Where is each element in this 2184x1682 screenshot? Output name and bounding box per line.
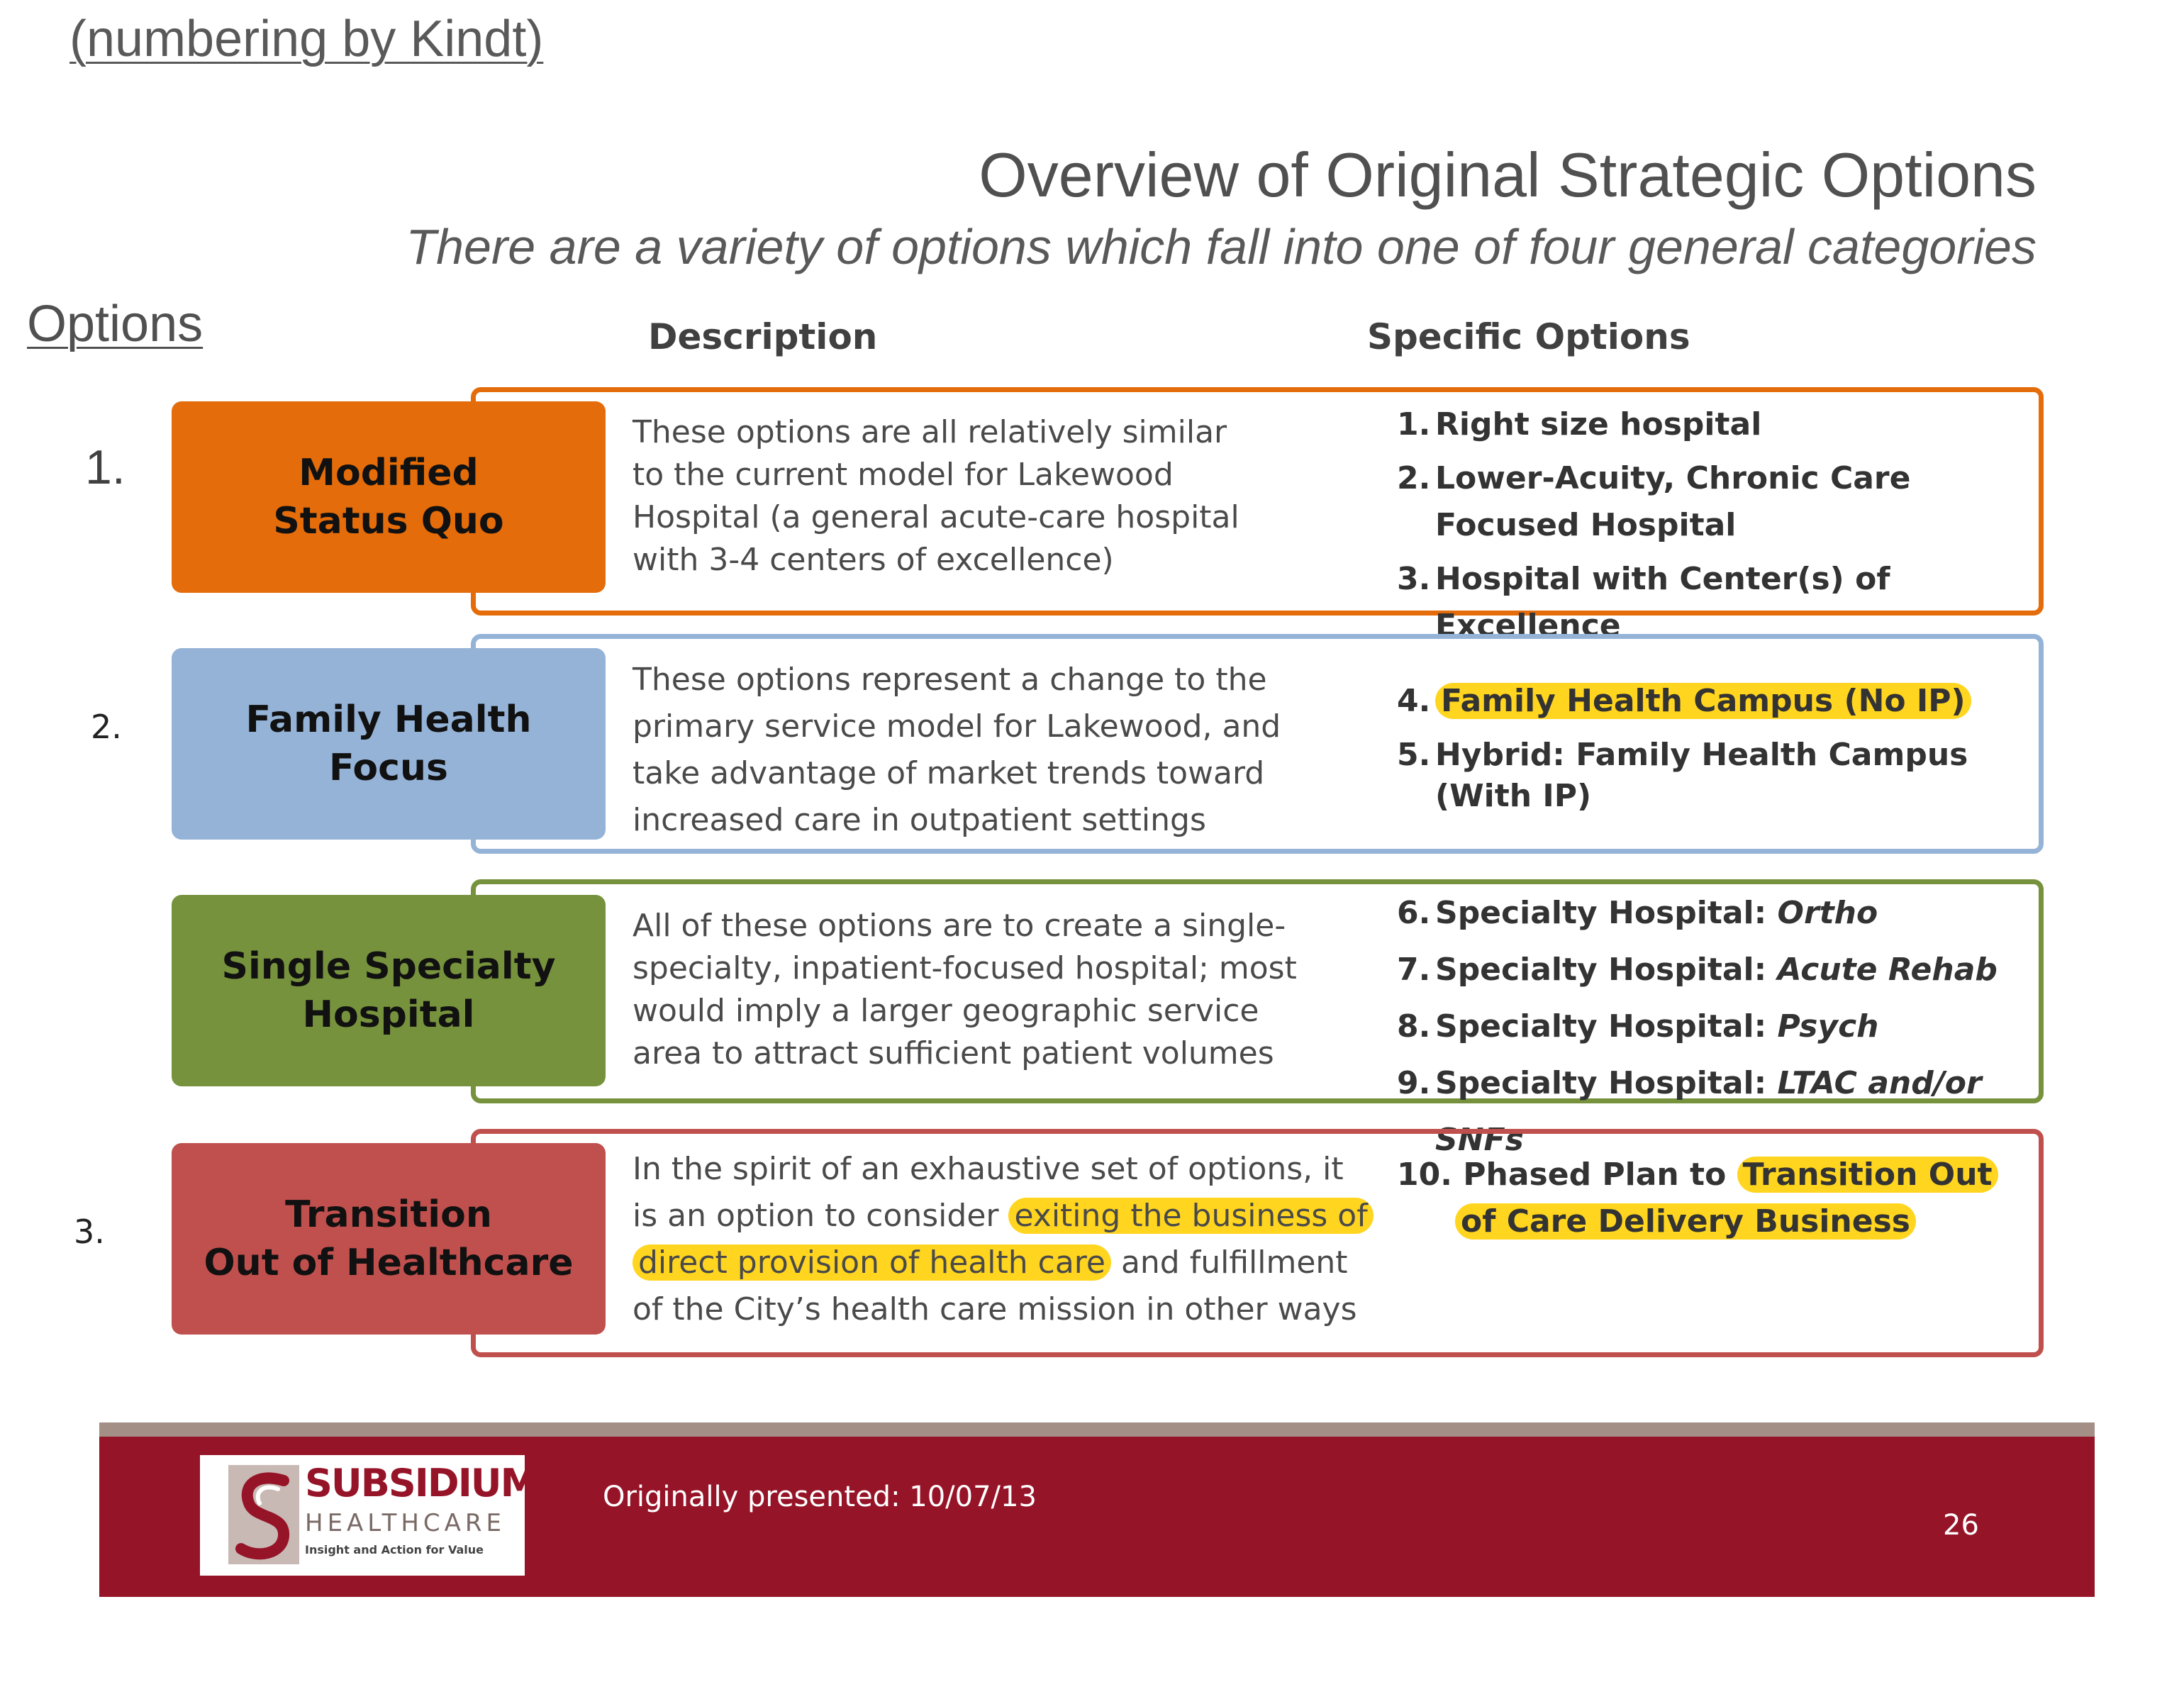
presented-date: Originally presented: 10/07/13 [603, 1481, 1037, 1513]
page-subtitle: There are a variety of options which fall into one of four general categories [406, 219, 2037, 274]
options-list-modified-status-quo [1397, 401, 2035, 650]
list-item: 2. Lower-Acuity, Chronic Care Focused Hospital [1397, 460, 1911, 543]
logo-subtext: HEALTHCARE [305, 1509, 506, 1537]
row-number-3: 3. [74, 1213, 105, 1251]
category-box-family-health-focus [172, 648, 606, 840]
category-label: Single Specialty Hospital [221, 945, 556, 1036]
list-item: 5. Hybrid: Family Health Campus (With IP) [1397, 737, 1968, 814]
annotation-note: (numbering by Kindt) [69, 11, 544, 67]
description-family-health-focus: These options represent a change to the primary service model for Lakewood, and take advantage of market trends toward increased care in outpatient settings [633, 662, 1281, 838]
category-box-single-specialty-hospital [172, 895, 606, 1086]
options-list-single-specialty-hospital [1397, 885, 2035, 1169]
footer-divider [99, 1422, 2095, 1437]
description-transition-out-of-healthcare: In the spirit of an exhaustive set of options, it is an option to consider exiting the business of direct provision of health care and fulfillment of the City’s health care mission in other ways [633, 1146, 1384, 1333]
highlighted-text: exiting the business of [1008, 1198, 1373, 1234]
row-number-1: 1. [85, 440, 126, 494]
page-number: 26 [1943, 1509, 1979, 1542]
page-title: Overview of Original Strategic Options [979, 140, 2037, 210]
list-item: 1. Right size hospital [1397, 406, 1762, 442]
category-label: Family Health Focus [245, 698, 532, 789]
row-number-2: 2. [91, 708, 122, 746]
company-logo [200, 1455, 549, 1576]
highlighted-option: Transition Out [1737, 1157, 1998, 1193]
logo-s-mark-icon [228, 1465, 299, 1564]
list-item: 9. Specialty Hospital: LTAC and/or SNFs [1397, 1065, 1982, 1158]
category-label: Modified Status Quo [273, 452, 504, 542]
list-item: 4. Family Health Campus (No IP) [1397, 681, 2035, 722]
options-list-family-health-focus [1397, 681, 2035, 817]
options-list-transition-out-of-healthcare [1397, 1152, 2035, 1245]
highlighted-option: of Care Delivery Business [1455, 1203, 1916, 1240]
column-header-description: Description [648, 316, 878, 357]
logo-wordmark: SUBSIDIUM® [305, 1461, 549, 1505]
list-item: 7. Specialty Hospital: Acute Rehab [1397, 952, 1998, 988]
description-single-specialty-hospital: All of these options are to create a single- specialty, inpatient-focused hospital; most would imply a larger geographic service area to attract sufficient patient volumes [633, 908, 1297, 1071]
options-heading: Options [27, 296, 204, 352]
list-item: 3. Hospital with Center(s) of Excellence [1397, 561, 1890, 644]
logo-tagline: Insight and Action for Value [305, 1543, 484, 1556]
column-header-specific-options: Specific Options [1367, 316, 1690, 357]
list-item: 6. Specialty Hospital: Ortho [1397, 895, 1878, 931]
category-box-modified-status-quo [172, 401, 606, 593]
highlighted-option: Family Health Campus (No IP) [1435, 683, 1971, 719]
list-item: 10. Phased Plan to Transition Out [1397, 1152, 2035, 1198]
highlighted-text: direct provision of health care [633, 1244, 1111, 1281]
category-label: Transition Out of Healthcare [204, 1193, 574, 1284]
description-modified-status-quo: These options are all relatively similar to the current model for Lakewood Hospital (a general acute-care hospital with 3-4 centers of excellence) [633, 414, 1239, 578]
category-box-transition-out-of-healthcare [172, 1143, 606, 1335]
list-item-continuation [1397, 1198, 2035, 1245]
list-item: 8. Specialty Hospital: Psych [1397, 1008, 1879, 1045]
